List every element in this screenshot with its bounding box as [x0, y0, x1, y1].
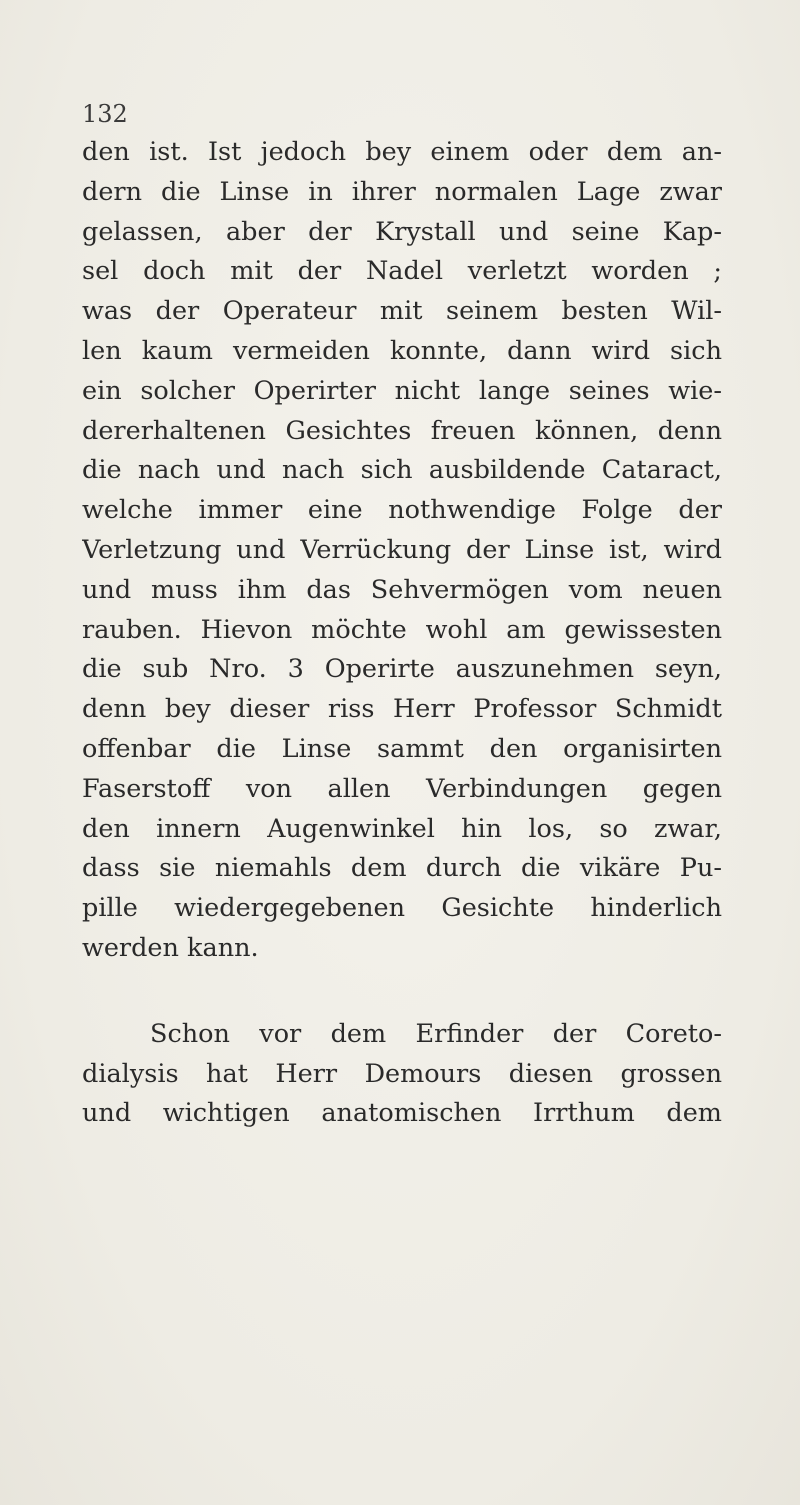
- text-line: und muss ihm das Sehvermögen vom neuen: [82, 574, 722, 605]
- paragraph-2: [82, 1015, 722, 1134]
- text-line: Schon vor dem Erfinder der Coreto-: [150, 1018, 722, 1049]
- text-line: sel doch mit der Nadel verletzt worden ;: [82, 256, 722, 287]
- text-line: dass sie niemahls dem durch die vikäre Pu-: [82, 853, 722, 884]
- text-line: den innern Augenwinkel hin los, so zwar,: [82, 813, 722, 844]
- text-line: welche immer eine nothwendige Folge der: [82, 495, 722, 526]
- text-line: die sub Nro. 3 Operirte auszunehmen seyn,: [82, 654, 722, 685]
- page-number: 132: [82, 100, 128, 128]
- text-line: len kaum vermeiden konnte, dann wird sich: [82, 335, 722, 366]
- paragraph-gap: [82, 969, 722, 1015]
- text-line: Verletzung und Verrückung der Linse ist, wird: [82, 534, 722, 565]
- text-line: die nach und nach sich ausbildende Cataract,: [82, 455, 722, 486]
- text-line: werden kann.: [82, 932, 259, 963]
- text-line: rauben. Hievon möchte wohl am gewissesten: [82, 614, 722, 645]
- paragraph-1: [82, 133, 722, 969]
- text-line: und wichtigen anatomischen Irrthum dem: [82, 1098, 722, 1129]
- text-line: ein solcher Operirter nicht lange seines wie-: [82, 375, 722, 406]
- body-text: [82, 133, 722, 1134]
- text-line: dialysis hat Herr Demours diesen grossen: [82, 1058, 722, 1089]
- text-line: dererhaltenen Gesichtes freuen können, denn: [82, 415, 722, 446]
- text-line: was der Operateur mit seinem besten Wil-: [82, 296, 722, 327]
- text-line: Faserstoff von allen Verbindungen gegen: [82, 773, 722, 804]
- text-line: den ist. Ist jedoch bey einem oder dem an-: [82, 137, 722, 167]
- text-line: denn bey dieser riss Herr Professor Schmidt: [82, 694, 722, 725]
- text-line: gelassen, aber der Krystall und seine Kap-: [82, 216, 722, 247]
- text-line: pille wiedergegebenen Gesichte hinderlich: [82, 893, 722, 924]
- text-line: dern die Linse in ihrer normalen Lage zwar: [82, 176, 722, 207]
- text-line: offenbar die Linse sammt den organisirten: [82, 733, 722, 764]
